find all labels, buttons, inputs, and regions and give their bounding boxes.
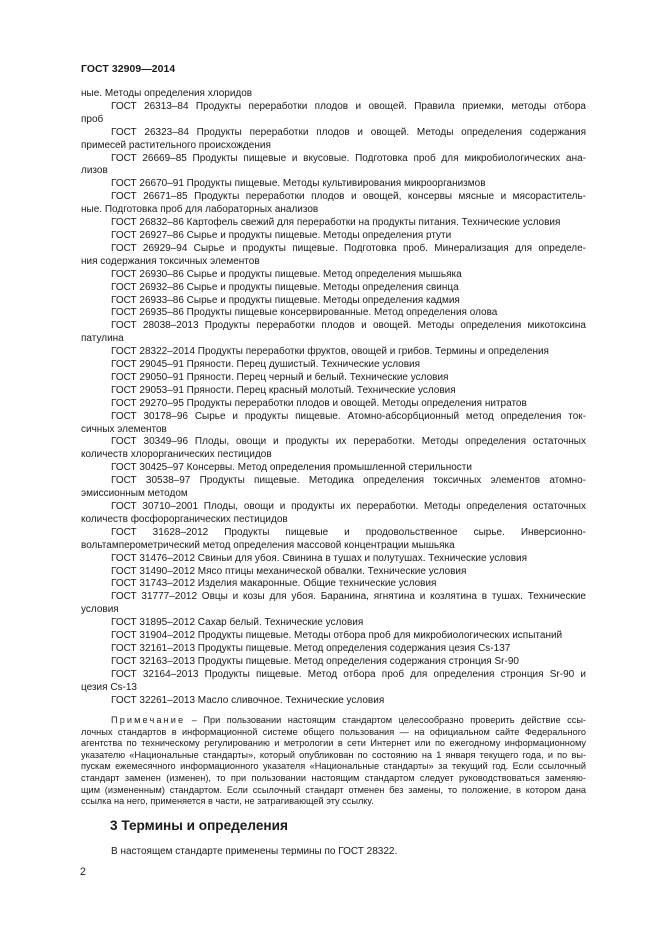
- reference-line: ГОСТ 31895–2012 Сахар белый. Технические условия: [111, 617, 364, 629]
- reference-line: лизов: [81, 165, 108, 177]
- note-line: щим (измененным) стандартом. Если ссылочный стандарт отменен без замены, то положение, в котором дана: [81, 784, 586, 795]
- note-line: стандарт заменен (изменен), то при пользовании настоящим стандартом следует руководствоваться заменяю-: [81, 772, 586, 783]
- page-number: 2: [80, 866, 86, 878]
- reference-line: ГОСТ 30178–96 Сырье и продукты пищевые. Атомно-абсорбционный метод определения ток-: [111, 410, 586, 422]
- reference-line: ГОСТ 26930–86 Сырье и продукты пищевые. Метод определения мышьяка: [111, 268, 462, 280]
- reference-line: ГОСТ 26671–85 Продукты переработки плодов и овощей, консервы мясные и мясораститель-: [111, 191, 586, 203]
- note-line: ссылка на него, применяется в части, не затрагивающей эту ссылку.: [81, 796, 374, 807]
- reference-line: ГОСТ 31777–2012 Овцы и козы для убоя. Баранина, ягнятина и козлятина в тушах. Технические: [111, 591, 586, 603]
- note-line: пускам ежемесячного информационного указателя «Национальные стандарты» за текущий год. Если ссылочный: [81, 761, 586, 772]
- note-label: Примечание: [111, 715, 186, 725]
- reference-line: ГОСТ 30538–97 Продукты пищевые. Методика определения токсичных элементов атомно-: [111, 475, 586, 487]
- reference-line: ГОСТ 29050–91 Пряности. Перец черный и белый. Технические условия: [111, 371, 449, 383]
- reference-line: ГОСТ 32161–2013 Продукты пищевые. Метод определения содержания цезия Cs-137: [111, 642, 511, 654]
- note-line: указателю «Национальные стандарты», который опубликован по состоянию на 1 января текущего года, и по вы-: [81, 749, 586, 760]
- reference-line: сичных элементов: [81, 423, 167, 435]
- reference-line: ГОСТ 26323–84 Продукты переработки плодов и овощей. Методы определения содержания: [111, 126, 586, 138]
- section-paragraph: В настоящем стандарте применены термины по ГОСТ 28322.: [111, 846, 398, 857]
- reference-line: ГОСТ 28322–2014 Продукты переработки фруктов, овощей и грибов. Термины и определения: [111, 346, 549, 358]
- reference-line: количеств фосфорорганических пестицидов: [81, 513, 288, 525]
- note-block: [81, 715, 586, 808]
- normative-references-list: [81, 88, 586, 708]
- reference-line: ные. Подготовка проб для лабораторных анализов: [81, 204, 319, 216]
- reference-line: ные. Методы определения хлоридов: [81, 88, 253, 99]
- reference-line: ГОСТ 26669–85 Продукты пищевые и вкусовые. Подготовка проб для микробиологических ана-: [111, 152, 586, 164]
- reference-line: ГОСТ 29053–91 Пряности. Перец красный молотый. Технические условия: [111, 384, 456, 396]
- reference-line: патулина: [81, 333, 124, 345]
- document-header: ГОСТ 32909—2014: [81, 64, 176, 75]
- section-title: 3 Термины и определения: [110, 818, 288, 833]
- note-first-line: [81, 715, 586, 727]
- reference-line: ГОСТ 26832–86 Картофель свежий для переработки на продукты питания. Технические условия: [111, 217, 561, 229]
- reference-line: ГОСТ 26670–91 Продукты пищевые. Методы культивирования микроорганизмов: [111, 178, 486, 190]
- reference-line: ГОСТ 26927–86 Сырье и продукты пищевые. Методы определения ртути: [111, 229, 452, 241]
- reference-line: ГОСТ 30349–96 Плоды, овощи и продукты их переработки. Методы определения остаточных: [111, 436, 586, 448]
- reference-line: ГОСТ 31904–2012 Продукты пищевые. Методы отбора проб для микробиологических испытаний: [111, 630, 563, 642]
- reference-line: вольтамперометрический метод определения массовой концентрации мышьяка: [81, 539, 455, 551]
- reference-line: условия: [81, 604, 119, 616]
- reference-line: ГОСТ 32261–2013 Масло сливочное. Технические условия: [111, 694, 385, 706]
- reference-line: ГОСТ 31628–2012 Продукты пищевые и продовольственное сырье. Инверсионно-: [111, 526, 586, 538]
- reference-line: ГОСТ 26929–94 Сырье и продукты пищевые. Подготовка проб. Минерализация для определе-: [111, 242, 586, 254]
- reference-line: ГОСТ 26933–86 Сырье и продукты пищевые. Методы определения кадмия: [111, 294, 460, 306]
- reference-line: количеств хлорорганических пестицидов: [81, 449, 272, 461]
- reference-line: ГОСТ 28038–2013 Продукты переработки плодов и овощей. Методы определения микотоксина: [111, 320, 586, 332]
- reference-line: ГОСТ 32163–2013 Продукты пищевые. Метод определения содержания стронция Sr-90: [111, 655, 519, 667]
- reference-line: ГОСТ 31743–2012 Изделия макаронные. Общие технические условия: [111, 578, 437, 590]
- reference-line: примесей растительного происхождения: [81, 139, 271, 151]
- reference-line: эмиссионным методом: [81, 488, 188, 500]
- reference-line: ГОСТ 31476–2012 Свиньи для убоя. Свинина в тушах и полутушах. Технические условия: [111, 552, 528, 564]
- note-line: лочных стандартов в информационной системе общего пользования — на официальном сайте Федерального: [81, 726, 586, 737]
- reference-line: ГОСТ 29045–91 Пряности. Перец душистый. Технические условия: [111, 359, 421, 371]
- reference-line: цезия Cs-13: [81, 681, 137, 693]
- reference-line: ния содержания токсичных элементов: [81, 255, 260, 267]
- reference-line: ГОСТ 30710–2001 Плоды, овощи и продукты их переработки. Методы определения остаточных: [111, 501, 586, 512]
- reference-line: ГОСТ 26932–86 Сырье и продукты пищевые. Методы определения свинца: [111, 281, 459, 293]
- reference-line: ГОСТ 30425–97 Консервы. Метод определения промышленной стерильности: [111, 462, 472, 474]
- reference-line: ГОСТ 26313–84 Продукты переработки плодов и овощей. Правила приемки, методы отбора: [111, 100, 586, 112]
- reference-line: ГОСТ 31490–2012 Мясо птицы механической обвалки. Технические условия: [111, 565, 467, 577]
- reference-line: ГОСТ 26935–86 Продукты пищевые консервированные. Метод определения олова: [111, 307, 498, 319]
- reference-line: ГОСТ 32164–2013 Продукты пищевые. Метод отбора проб для определения стронция Sr-90 и: [111, 668, 586, 680]
- note-first-line-text: – При пользовании настоящим стандартом целесообразно проверить действие ссы-: [185, 715, 586, 725]
- reference-line: ГОСТ 29270–95 Продукты переработки плодов и овощей. Методы определения нитратов: [111, 397, 527, 409]
- note-line: агентства по техническому регулированию и метрологии в сети Интернет или по ежегодному информационному: [81, 738, 586, 749]
- reference-line: проб: [81, 113, 104, 125]
